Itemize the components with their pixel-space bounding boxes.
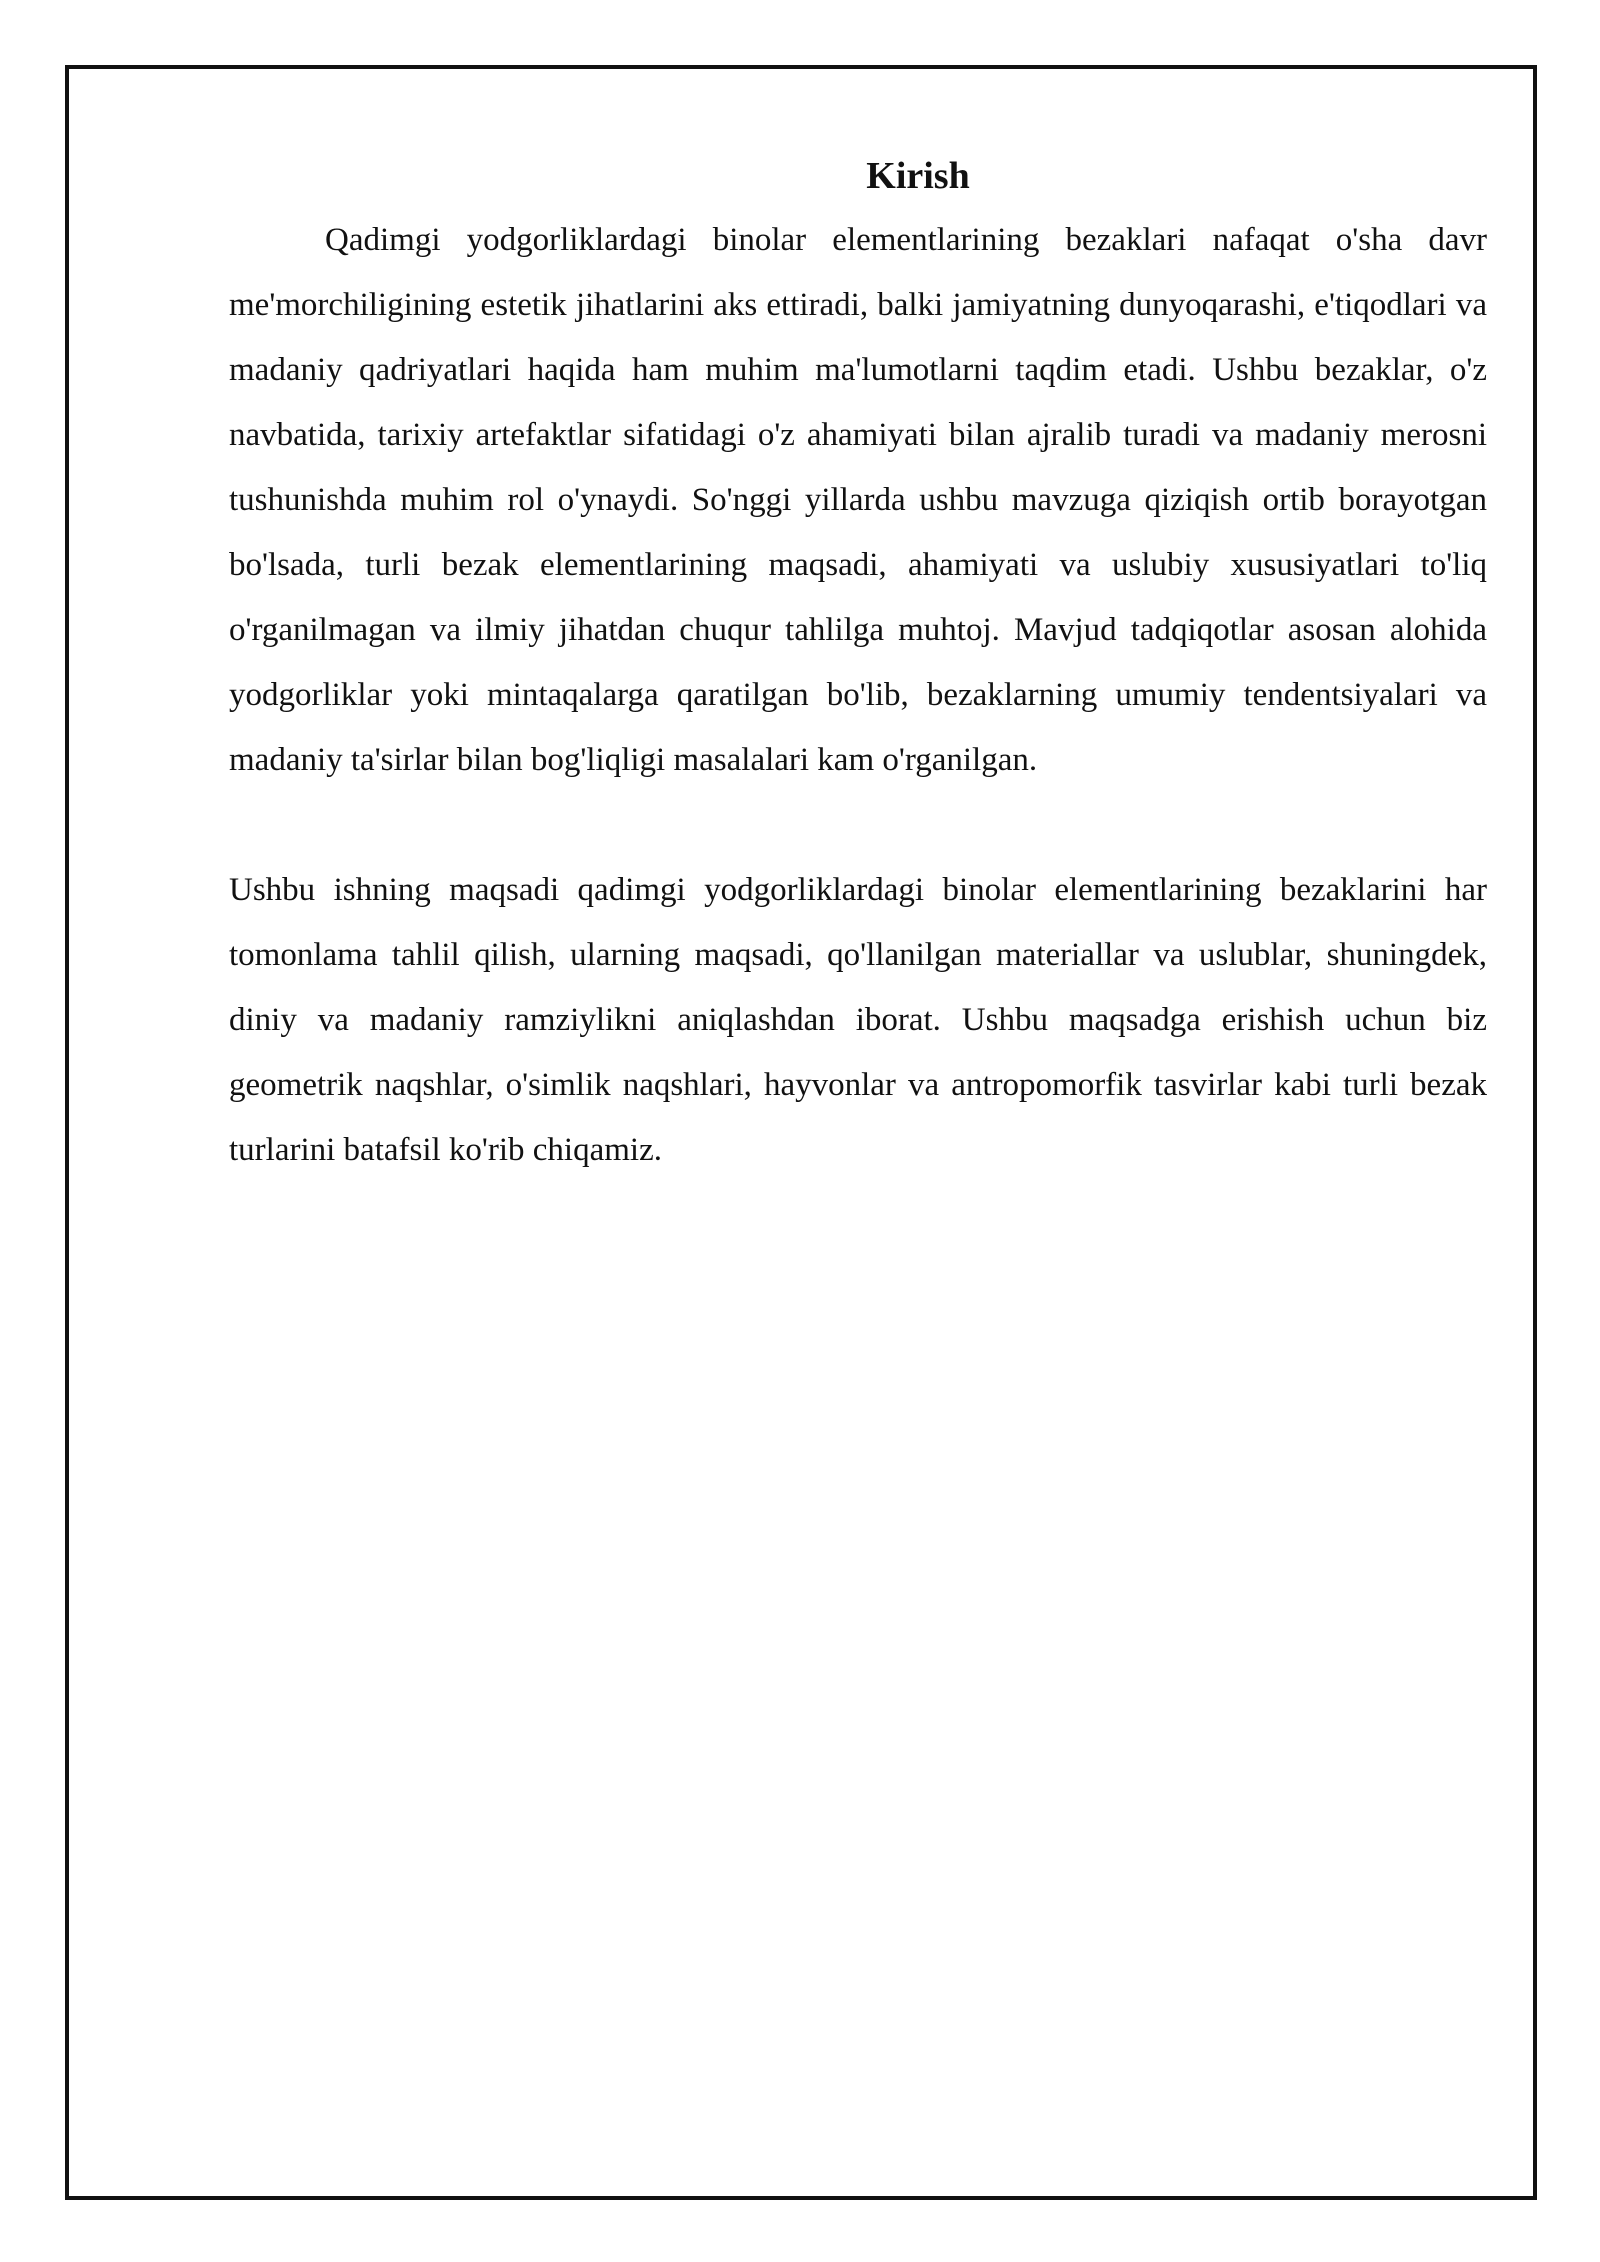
paragraph-intro: Qadimgi yodgorliklardagi binolar elementlarining bezaklari nafaqat o'sha davr me'morchiligining estetik jihatlarini aks ettiradi, balki jamiyatning dunyoqarashi, e'tiqodlari va madaniy qadriyatlari haqida ham muhim ma'lumotlarni taqdim etadi. Ushbu bezaklar, o'z navbatida, tarixiy artefaktlar sifatidagi o'z ahamiyati bilan ajralib turadi va madaniy merosni tushunishda muhim rol o'ynaydi. So'nggi yillarda ushbu mavzuga qiziqish ortib borayotgan bo'lsada, turli bezak elementlarining maqsadi, ahamiyati va uslubiy xususiyatlari to'liq o'rganilmagan va ilmiy jihatdan chuqur tahlilga muhtoj. Mavjud tadqiqotlar asosan alohida yodgorliklar yoki mintaqalarga qaratilgan bo'lib, bezaklarning umumiy tendentsiyalari va madaniy ta'sirlar bilan bog'liqligi masalalari kam o'rganilgan. xyxy=(229,222,1487,778)
section-heading: Kirish xyxy=(866,155,970,197)
paragraph-spacer xyxy=(229,793,1487,858)
paragraph-aim: Ushbu ishning maqsadi qadimgi yodgorliklardagi binolar elementlarining bezaklarini har tomonlama tahlil qilish, ularning maqsadi, qo'llanilgan materiallar va uslublar, shuningdek, diniy va madaniy ramziylikni aniqlashdan iborat. Ushbu maqsadga erishish uchun biz geometrik naqshlar, o'simlik naqshlari, hayvonlar va antropomorfik tasvirlar kabi turli bezak turlarini batafsil ko'rib chiqamiz. xyxy=(229,872,1487,1168)
document-body xyxy=(229,150,1487,1183)
